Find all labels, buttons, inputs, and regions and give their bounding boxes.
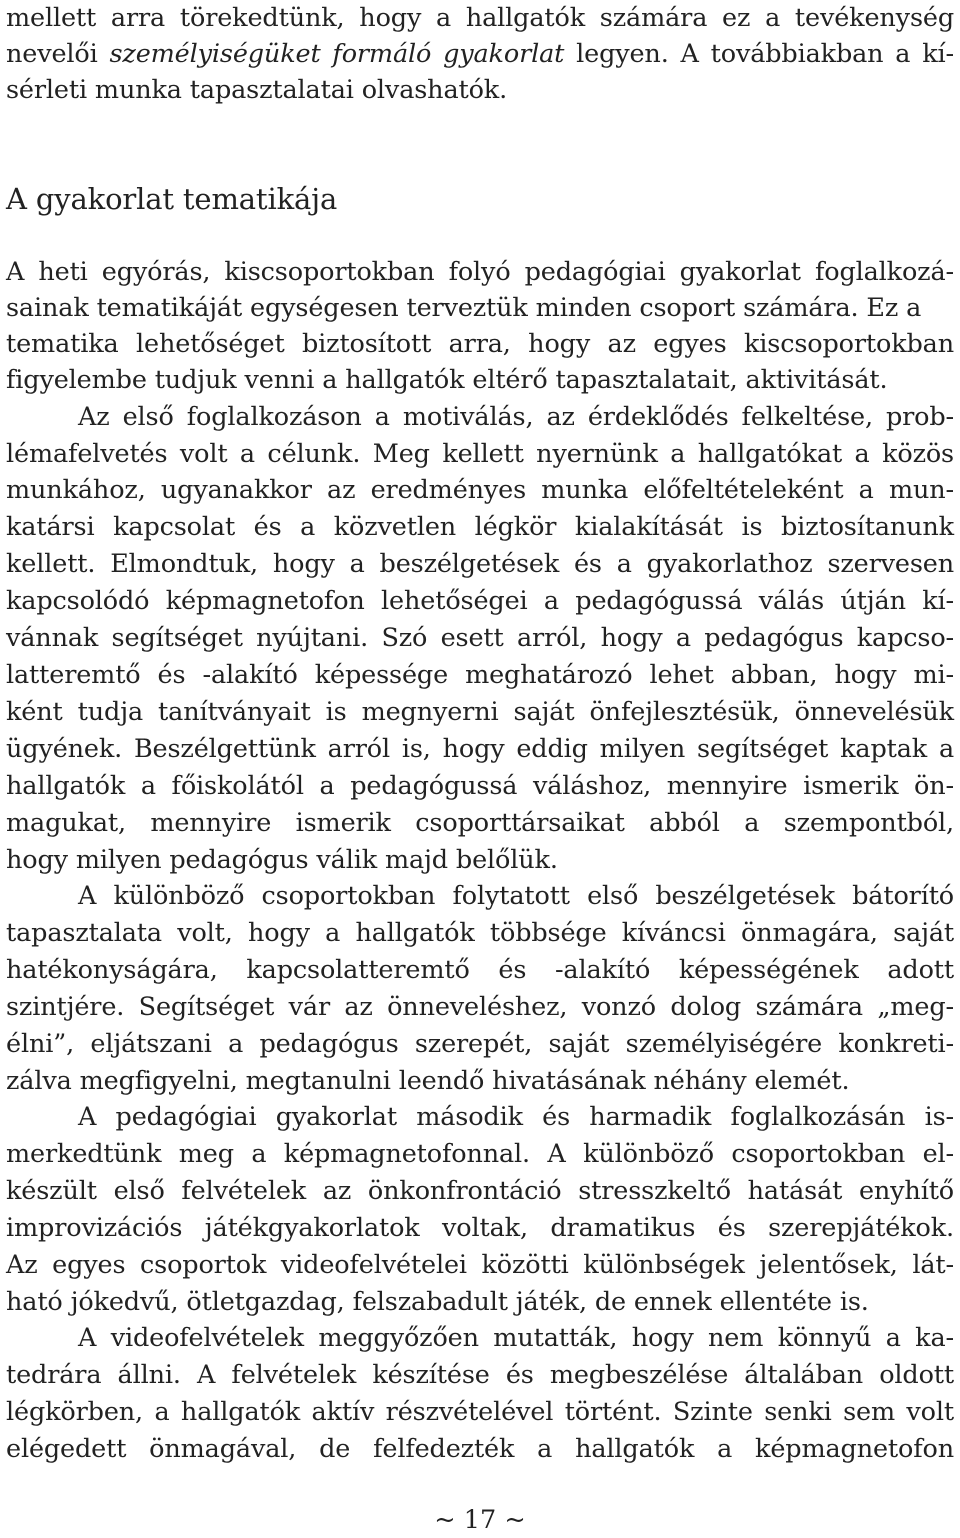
section-heading: A gyakorlat tematikája bbox=[6, 182, 338, 216]
body-line: légkörben, a hallgatók aktív részvételével történt. Szinte senki sem volt bbox=[6, 1397, 954, 1427]
body-line: kapcsolódó képmagnetofon lehetőségei a pedagógussá válás útján kí- bbox=[6, 586, 954, 616]
body-line: A különböző csoportokban folytatott első beszélgetések bátorító bbox=[78, 881, 954, 911]
body-line: zálva megfigyelni, megtanulni leendő hivatásának néhány elemét. bbox=[6, 1066, 850, 1096]
body-line: sainak tematikáját egységesen terveztük minden csoport számára. Ez a bbox=[6, 293, 922, 323]
body-line: munkához, ugyanakkor az eredményes munka előfeltételeként a mun- bbox=[6, 475, 954, 505]
page-number: ~ 17 ~ bbox=[434, 1505, 526, 1535]
body-line: hogy milyen pedagógus válik majd belőlük. bbox=[6, 845, 558, 875]
body-line: merkedtünk meg a képmagnetofonnal. A különböző csoportokban el- bbox=[6, 1139, 954, 1169]
body-line: hallgatók a főiskolától a pedagógussá váláshoz, mennyire ismerik ön- bbox=[6, 771, 954, 801]
intro-line-2 bbox=[6, 36, 954, 72]
body-line: tedrára állni. A felvételek készítése és megbeszélése általában oldott bbox=[6, 1360, 954, 1390]
body-line: figyelembe tudjuk venni a hallgatók eltérő tapasztalatait, aktivitását. bbox=[6, 365, 888, 395]
body-line: lémafelvetés volt a célunk. Meg kellett nyernünk a hallgatókat a közös bbox=[6, 439, 954, 469]
body-line: kellett. Elmondtuk, hogy a beszélgetések és a gyakorlathoz szervesen bbox=[6, 549, 954, 579]
intro-line-2-a: nevelői bbox=[6, 39, 110, 69]
body-line: Az egyes csoportok videofelvételei közötti különbségek jelentősek, lát- bbox=[6, 1250, 954, 1280]
body-line: elégedett önmagával, de felfedezték a hallgatók a képmagnetofon bbox=[6, 1434, 954, 1464]
body-line: vánnak segítséget nyújtani. Szó esett arról, hogy a pedagógus kapcso- bbox=[6, 623, 954, 653]
body-line: tematika lehetőséget biztosított arra, hogy az egyes kiscsoportokban bbox=[6, 329, 954, 359]
body-line: A heti egyórás, kiscsoportokban folyó pedagógiai gyakorlat foglalkozá- bbox=[6, 257, 954, 287]
body-line: improvizációs játékgyakorlatok voltak, dramatikus és szerepjátékok. bbox=[6, 1213, 954, 1243]
body-line: szintjére. Segítséget vár az önneveléshez, vonzó dolog számára „meg- bbox=[6, 992, 954, 1022]
body-line: ügyének. Beszélgettünk arról is, hogy eddig milyen segítséget kaptak a bbox=[6, 734, 954, 764]
body-line: Az első foglalkozáson a motiválás, az érdeklődés felkeltése, prob- bbox=[78, 402, 954, 432]
body-line: A videofelvételek meggyőzően mutatták, hogy nem könnyű a ka- bbox=[78, 1323, 954, 1353]
body-line: latteremtő és -alakító képessége meghatározó lehet abban, hogy mi- bbox=[6, 660, 954, 690]
body-line: ként tudja tanítványait is megnyerni saját önfejlesztésük, önnevelésük bbox=[6, 697, 954, 727]
body-line: ható jókedvű, ötletgazdag, felszabadult játék, de ennek ellentéte is. bbox=[6, 1287, 869, 1317]
body-line: A pedagógiai gyakorlat második és harmadik foglalkozásán is- bbox=[78, 1102, 954, 1132]
intro-line-1: mellett arra törekedtünk, hogy a hallgatók számára ez a tevékenység bbox=[6, 3, 954, 33]
intro-line-3: sérleti munka tapasztalatai olvashatók. bbox=[6, 75, 508, 105]
body-line: élni”, eljátszani a pedagógus szerepét, saját személyiségére konkreti- bbox=[6, 1029, 954, 1059]
body-line: tapasztalata volt, hogy a hallgatók többsége kíváncsi önmagára, saját bbox=[6, 918, 954, 948]
intro-line-2-b: legyen. A továbbiakban a kí- bbox=[564, 39, 954, 69]
body-line: készült első felvételek az önkonfrontáció stresszkeltő hatását enyhítő bbox=[6, 1176, 954, 1206]
intro-italic: személyiségüket formáló gyakorlat bbox=[109, 39, 565, 69]
body-line: magukat, mennyire ismerik csoporttársaikat abból a szempontból, bbox=[6, 808, 954, 838]
body-line: hatékonyságára, kapcsolatteremtő és -alakító képességének adott bbox=[6, 955, 954, 985]
body-line: katársi kapcsolat és a közvetlen légkör kialakítását is biztosítanunk bbox=[6, 512, 954, 542]
